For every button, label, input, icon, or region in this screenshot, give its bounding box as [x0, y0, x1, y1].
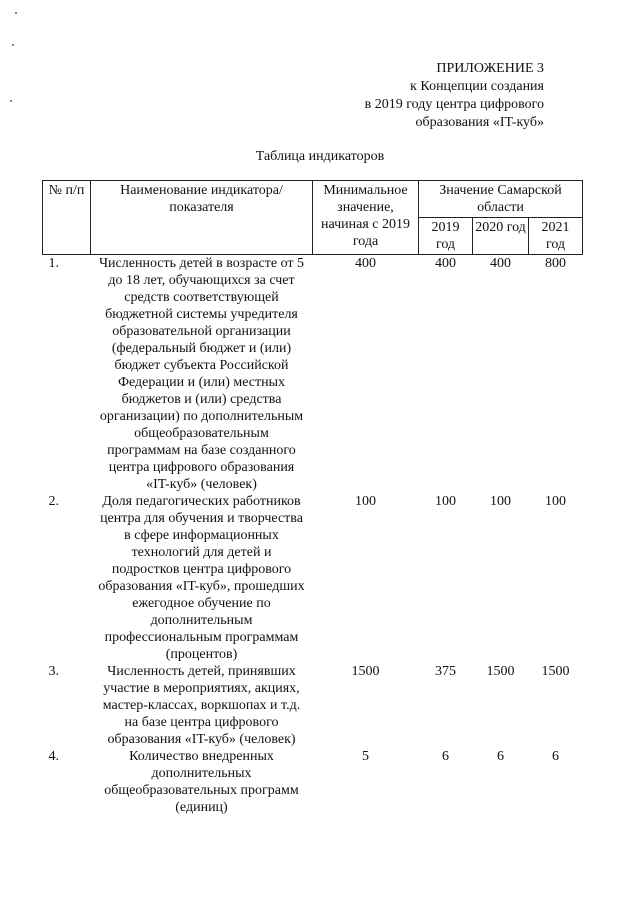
row-name: Численность детей, принявших участие в мероприятиях, акциях, мастер-классах, воркшопах и т.д. на базе центра цифрового образования «IT-куб» (человек): [102, 664, 301, 747]
table-title: Таблица индикаторов: [255, 149, 385, 164]
row-num: 1.: [48, 256, 59, 271]
header-num: № п/п: [43, 181, 91, 255]
table-row: [43, 748, 583, 816]
row-2019: 375: [435, 664, 456, 679]
row-min: 400: [355, 256, 376, 271]
appendix-title: ПРИЛОЖЕНИЕ 3: [436, 61, 544, 76]
row-2019: 400: [435, 256, 456, 271]
row-2020: 100: [490, 494, 511, 509]
scan-dot: [12, 44, 14, 46]
table-row: [43, 255, 583, 494]
row-num: 4.: [48, 749, 59, 764]
header-min: Минимальное значение, начиная с 2019 года: [313, 181, 419, 255]
header-region: Значение Самарской области: [419, 181, 583, 218]
row-num: 3.: [48, 664, 59, 679]
row-num: 2.: [48, 494, 59, 509]
row-name: Доля педагогических работников центра для обучения и творчества в сфере информационных технологий для детей и подростков центра цифрового образования «IT-куб», прошедших ежегодное обучение по дополнительным профессиональным программам (процентов): [98, 494, 305, 662]
row-2020: 6: [497, 749, 504, 764]
scan-dot: [15, 12, 17, 14]
row-min: 5: [362, 749, 369, 764]
header-2019: 2019 год: [419, 218, 473, 255]
appendix-line: к Концепции создания: [410, 79, 544, 94]
indicators-table: [42, 180, 583, 816]
row-min: 100: [355, 494, 376, 509]
row-2021: 1500: [541, 664, 570, 679]
row-name: Количество внедренных дополнительных общеобразовательных программ (единиц): [104, 749, 299, 815]
row-2020: 400: [490, 256, 511, 271]
row-name: Численность детей в возрасте от 5 до 18 лет, обучающихся за счет средств соответствующей бюджетной системы учредителя образовательной организации (федеральный бюджет и (или) бюджет субъекта Российской Федерации и (или) местных бюджетов и (или) средства организации) по дополнительным общеобразовательным программам на базе созданного центра цифрового образования «IT-куб» (человек): [98, 256, 305, 492]
row-2020: 1500: [486, 664, 515, 679]
table-row: [43, 493, 583, 663]
scan-dot: [10, 100, 12, 102]
row-2021: 100: [545, 494, 566, 509]
row-2019: 6: [442, 749, 449, 764]
row-2021: 6: [552, 749, 559, 764]
header-2020: 2020 год: [473, 218, 529, 255]
appendix-header: [365, 60, 544, 132]
appendix-line: образования «IT-куб»: [415, 115, 544, 130]
row-min: 1500: [351, 664, 380, 679]
appendix-line: в 2019 году центра цифрового: [364, 97, 544, 112]
row-2019: 100: [435, 494, 456, 509]
row-2021: 800: [545, 256, 566, 271]
header-2021: 2021 год: [529, 218, 583, 255]
header-name: Наименование индикатора/показателя: [91, 181, 313, 255]
table-row: [43, 663, 583, 748]
